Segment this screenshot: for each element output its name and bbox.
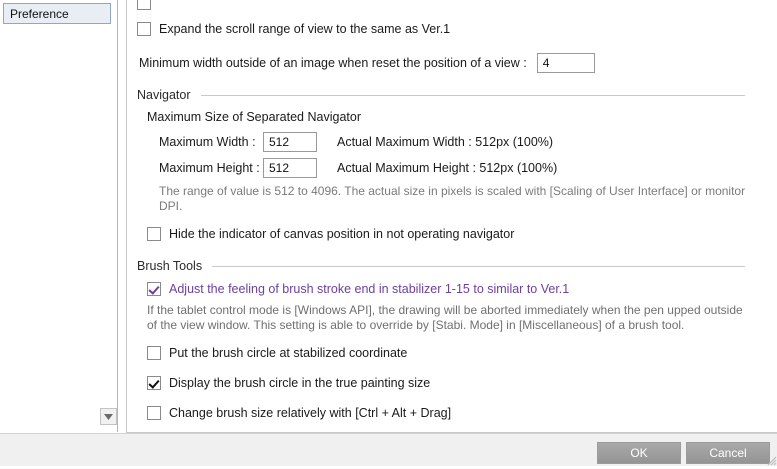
group-title-navigator: Navigator [137,88,191,102]
row-minimum-width [137,52,745,74]
row-adjust-brush-stroke-end[interactable] [137,278,745,300]
clipped-top-row [137,0,745,14]
expand-scroll-range-label: Expand the scroll range of view to the same as Ver.1 [159,22,451,36]
row-maximum-height [137,157,745,179]
group-title-brush-tools: Brush Tools [137,259,203,273]
row-put-brush-circle-stabilized[interactable] [137,342,745,364]
navigator-subtitle: Maximum Size of Separated Navigator [147,110,361,124]
sidebar-item-label: Preference [10,6,69,21]
expand-scroll-range-checkbox[interactable] [137,22,151,36]
brush-tools-note: If the tablet control mode is [Windows API], the drawing will be aborted immediately when the pen upped outside of the view window. This setting is able to override by [Stabi. Mode] in [Miscellaneous] of a brush tool. [147,303,743,332]
resize-grip[interactable] [765,454,777,466]
hide-canvas-position-indicator-label: Hide the indicator of canvas position in not operating navigator [169,227,515,241]
display-brush-circle-true-size-label: Display the brush circle in the true painting size [169,376,431,390]
dialog-footer [0,433,777,466]
ok-button-label: OK [630,446,648,460]
adjust-brush-stroke-end-label: Adjust the feeling of brush stroke end in stabilizer 1-15 to similar to Ver.1 [169,282,570,296]
preferences-panel [126,0,777,433]
cancel-button[interactable] [686,442,770,464]
navigator-range-hint: The range of value is 512 to 4096. The actual size in pixels is scaled with [Scaling of User Interface] or monitor DPI. [159,184,746,213]
put-brush-circle-stabilized-label: Put the brush circle at stabilized coordinate [169,346,408,360]
row-hide-canvas-position-indicator[interactable] [137,223,745,245]
display-brush-circle-true-size-checkbox[interactable] [147,376,161,390]
clipped-checkbox[interactable] [137,0,151,10]
row-expand-scroll-range[interactable] [137,18,745,40]
cancel-button-label: Cancel [709,446,747,460]
group-header-navigator [137,88,745,102]
triangle-down-icon [104,414,113,420]
adjust-brush-stroke-end-checkbox[interactable] [147,282,161,296]
maximum-width-label: Maximum Width : [159,135,256,149]
minimum-width-label: Minimum width outside of an image when reset the position of a view : [139,56,527,70]
maximum-height-label: Maximum Height : [159,161,260,175]
group-divider-navigator [201,95,746,96]
group-header-brush-tools [137,259,745,273]
maximum-width-input[interactable] [263,132,317,152]
actual-maximum-width-readout: Actual Maximum Width : 512px (100%) [337,135,554,149]
maximum-height-input[interactable] [263,158,317,178]
sidebar-scroll-down-button[interactable] [100,408,117,425]
sidebar [0,0,118,432]
ok-button[interactable] [597,442,681,464]
change-brush-size-relatively-label: Change brush size relatively with [Ctrl + Alt + Drag] [169,406,452,420]
hide-canvas-position-indicator-checkbox[interactable] [147,227,161,241]
group-divider-brush-tools [212,266,745,267]
row-change-brush-size-relatively[interactable] [137,402,745,424]
minimum-width-input[interactable] [537,53,595,73]
navigator-subtitle-row [137,106,745,128]
actual-maximum-height-readout: Actual Maximum Height : 512px (100%) [337,161,558,175]
put-brush-circle-stabilized-checkbox[interactable] [147,346,161,360]
row-maximum-width [137,131,745,153]
sidebar-item-preference[interactable] [3,3,111,24]
change-brush-size-relatively-checkbox[interactable] [147,406,161,420]
row-display-brush-circle-true-size[interactable] [137,372,745,394]
